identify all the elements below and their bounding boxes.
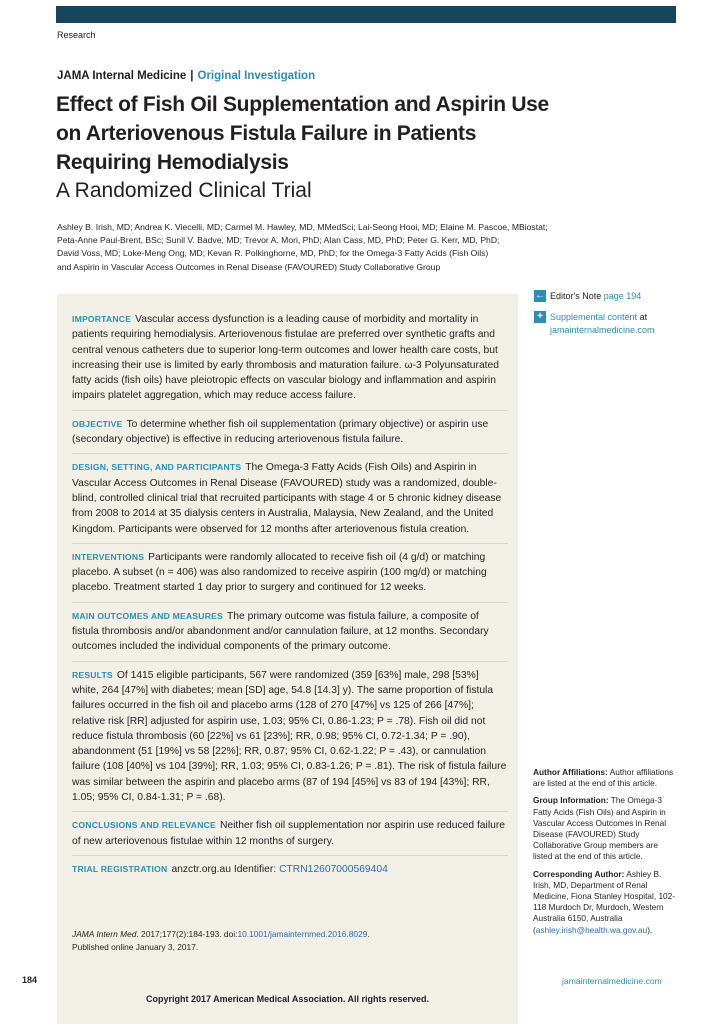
group-text: The Omega-3 Fatty Acids (Fish Oils) and Aspirin in Vascular Access Outcomes in Renal Disease (FAVOURED) Study Collaborative Group members are listed at the end of this article.	[533, 795, 667, 862]
objective-heading: OBJECTIVE	[72, 418, 123, 429]
conclusions-text: Neither fish oil supplementation nor aspirin use reduced failure of new arteriovenous fistulae within 12 months of surgery.	[72, 820, 505, 847]
author-line: Peta-Anne Paul-Brent, BSc; Sunil V. Badve, MD; Trevor A. Mori, PhD; Alan Cass, MD, PhD; Peter G. Kerr, MD, PhD;	[57, 235, 500, 246]
registration-text: anzctr.org.au Identifier:	[171, 863, 277, 875]
abstract-design	[72, 454, 508, 543]
interventions-text: Participants were randomly allocated to receive fish oil (4 g/d) or matching placebo. A subset (n = 406) was also randomized to receive aspirin (100 mg/d) or matching placebo. Treatment started 1 day prior to surgery and continued for 12 weeks.	[72, 551, 487, 594]
affiliations-heading: Author Affiliations:	[533, 767, 608, 777]
outcomes-heading: MAIN OUTCOMES AND MEASURES	[72, 610, 223, 621]
editors-note-page: page 194	[603, 291, 642, 301]
supplemental-at: at	[639, 312, 648, 322]
abstract-box	[57, 294, 518, 1024]
abstract-outcomes	[72, 603, 508, 662]
abstract-importance	[72, 306, 508, 411]
corresponding-end: ).	[647, 924, 653, 935]
abstract-interventions	[72, 544, 508, 603]
abstract-conclusions	[72, 812, 508, 856]
abstract-results	[72, 662, 508, 813]
interventions-heading: INTERVENTIONS	[72, 551, 145, 562]
citation-journal: JAMA Intern Med	[72, 929, 137, 939]
group-note	[533, 795, 679, 862]
affiliations-note	[533, 767, 679, 789]
sidebar-links	[534, 290, 679, 345]
author-line: and Aspirin in Vascular Access Outcomes in Renal Disease (FAVOURED) Study Collaborative Group	[57, 261, 441, 272]
group-heading: Group Information:	[533, 795, 609, 806]
corresponding-text: Ashley B. Irish, MD, Department of Renal Medicine, Fiona Stanley Hospital, 102-118 Murdoch Dr, Murdoch, Western Australia 6150, Australia (	[533, 868, 676, 935]
editors-note-label: Editor's Note	[550, 291, 602, 301]
plus-icon: +	[534, 311, 546, 323]
author-notes	[533, 767, 679, 942]
supplemental-url: jamainternalmedicine.com	[550, 325, 655, 335]
article-title	[56, 90, 616, 177]
registration-heading: TRIAL REGISTRATION	[72, 863, 168, 874]
title-line: Requiring Hemodialysis	[56, 151, 289, 174]
email-link[interactable]: ashley.irish@health.wa.gov.au	[535, 924, 648, 935]
author-line: Ashley B. Irish, MD; Andrea K. Viecelli, MD; Carmel M. Hawley, MD, MMedSci; Lai-Seong Hooi, MD; Elaine M. Pascoe, MBiostat;	[57, 222, 548, 232]
supplemental-link[interactable]	[534, 311, 679, 337]
outcomes-text: The primary outcome was fistula failure, a composite of fistula thrombosis and/or abandonment and/or cannulation failure, at 12 months. Secondary outcomes included the individual components of the primary outcome.	[72, 610, 489, 653]
copyright-notice: Copyright 2017 American Medical Association. All rights reserved.	[145, 994, 430, 1004]
corresponding-note	[533, 869, 679, 936]
article-type: Original Investigation	[197, 70, 316, 82]
design-text: The Omega-3 Fatty Acids (Fish Oils) and Aspirin in Vascular Access Outcomes in Renal Disease (FAVOURED) study was a randomized, double-blind, controlled clinical trial that recruited participants with stage 4 or 5 chronic kidney disease from 2008 to 2014 at 35 dialysis centers in Australia, Malaysia, New Zealand, and the United Kingdom. Participants were observed for 12 months after arteriovenous fistula creation.	[72, 462, 502, 535]
doi-link[interactable]: 10.1001/jamainternmed.2016.8029	[237, 929, 368, 939]
editors-note-link[interactable]	[534, 290, 679, 303]
corresponding-heading: Corresponding Author:	[533, 868, 625, 879]
section-label: Research	[57, 30, 96, 40]
importance-text: Vascular access dysfunction is a leading cause of morbidity and mortality in patients requiring hemodialysis. Arteriovenous fistulae are preferred over synthetic grafts and central venous catheters due to superior long-term outcomes and lower health care costs, but increasing their use is limited by early thrombosis and maturation failure. ω-3 Polyunsaturated fatty acids (fish oils) have pleiotropic effects on vascular biology and inflammation and aspirin impairs platelet aggregation, which may reduce access failure.	[72, 314, 499, 402]
design-heading: DESIGN, SETTING, AND PARTICIPANTS	[72, 462, 242, 473]
author-list	[57, 221, 577, 274]
results-text: Of 1415 eligible participants, 567 were randomized (359 [63%] male, 298 [53%] white, 264 [47%] with diabetes; mean [SD] age, 54.8 [14.3] y). The same proportion of fistula failures occurred in the fish oil and placebo arms (128 of 270 [47%] vs 125 of 266 [47%]; relative risk [RR] adjusted for aspirin use, 1.03; 95% CI, 0.86-1.23; P = .78). Fish oil did not reduce fistula thrombosis (60 [22%] vs 61 [23%]; RR, 0.98; 95% CI, 0.72-1.34; P = .90), abandonment (51 [19%] vs 58 [22%]; RR, 0.87; 95% CI, 0.62-1.22; P = .43), or cannulation failure (108 [40%] vs 104 [39%]; RR, 1.03; 95% CI, 0.83-1.26; P = .81). The risk of fistula failure was similar between the aspirin and placebo arms (87 of 194 [45%] vs 83 of 194 [43%]; RR, 1.05; 95% CI, 0.84-1.31; P = .68).	[72, 669, 507, 804]
title-line: on Arteriovenous Fistula Failure in Patients	[56, 122, 477, 145]
supplemental-label: Supplemental content	[550, 312, 638, 322]
journal-name: JAMA Internal Medicine	[57, 70, 187, 82]
arrow-left-icon: ←	[535, 290, 545, 301]
page-number: 184	[22, 975, 38, 985]
abstract-objective	[72, 411, 508, 455]
journal-line	[57, 70, 315, 82]
citation-ref: . 2017;177(2):184-193. doi:	[136, 929, 238, 939]
conclusions-heading: CONCLUSIONS AND RELEVANCE	[72, 820, 216, 831]
registration-link[interactable]: CTRN12607000569404	[279, 863, 388, 875]
importance-heading: IMPORTANCE	[72, 314, 132, 324]
author-line: David Voss, MD; Loke-Meng Ong, MD; Kevan R. Polkinghorne, MD, PhD; for the Omega-3 Fatty Acids (Fish Oils)	[57, 248, 489, 259]
separator: |	[190, 70, 194, 82]
citation-line: JAMA Intern Med. 2017;177(2):184-193. doi:10.1001/jamainternmed.2016.8029.	[72, 929, 370, 939]
abstract-registration	[72, 856, 508, 883]
citation-block	[72, 928, 508, 953]
footer-url[interactable]: jamainternalmedicine.com	[562, 976, 662, 986]
title-line: Effect of Fish Oil Supplementation and Aspirin Use	[56, 93, 549, 116]
header-bar	[56, 6, 676, 23]
objective-text: To determine whether fish oil supplementation (primary objective) or aspirin use (secondary objective) is effective in reducing arteriovenous fistula failure.	[72, 418, 489, 446]
article-subtitle: A Randomized Clinical Trial	[56, 179, 312, 202]
published-date: Published online January 3, 2017.	[72, 941, 199, 952]
results-heading: RESULTS	[72, 669, 113, 680]
affiliations-text: Author affiliations are listed at the end of this article.	[533, 767, 674, 789]
